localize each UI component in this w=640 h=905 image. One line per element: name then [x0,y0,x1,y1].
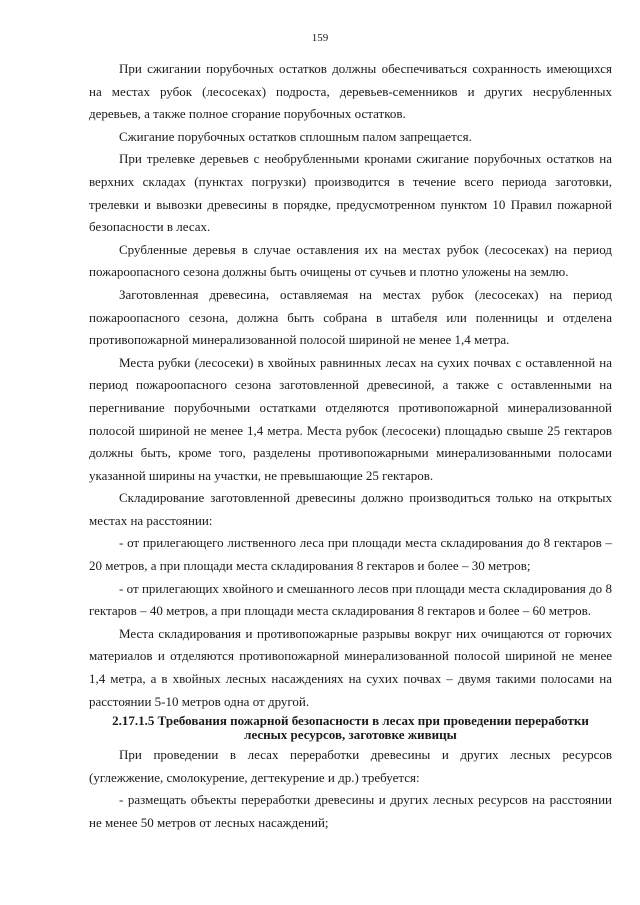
paragraph: Места складирования и противопожарные разрывы вокруг них очищаются от горючих материалов и отделяются противопожарной минерализованной полосой шириной не менее 1,4 метра, а в хвойных лесных насаждениях на сухих почвах – двумя такими полосами на расстоянии 5-10 метров одна от другой. [89,625,612,709]
paragraph: Срубленные деревья в случае оставления их на местах рубок (лесосеках) на период пожароопасного сезона должны быть очищены от сучьев и плотно уложены на землю. [89,241,612,280]
paragraph: При сжигании порубочных остатков должны обеспечиваться сохранность имеющихся на местах рубок (лесосеках) подроста, деревьев-семенников и других несрубленных деревьев, а также полное сгорание порубочных остатков. [89,61,612,122]
paragraph: Складирование заготовленной древесины должно производиться только на открытых местах на расстоянии: [89,490,612,528]
paragraph: При проведении в лесах переработки древесины и других лесных ресурсов (углежжение, смолокурение, дегтекурение и др.) требуется: [89,747,612,785]
list-item: - размещать объекты переработки древесины и других лесных ресурсов на расстоянии не менее 50 метров от лесных насаждений; [89,792,612,830]
list-item: - от прилегающего лиственного леса при площади места складирования до 8 гектаров – 20 метров, а при площади места складирования 8 гектаров и более – 30 метров; [89,535,612,574]
section-heading: 2.17.1.5 Требования пожарной безопасности в лесах при проведении переработки лесных ресурсов, заготовке живицы [112,713,589,743]
page-number: 159 [311,32,329,44]
paragraph: Места рубки (лесосеки) в хвойных равнинных лесах на сухих почвах с оставленной на период пожароопасного сезона заготовленной древесиной, а также с оставленными на перегнивание порубочными остатками отделяются противопожарной минерализованной полосой шириной не менее 1,4 метра. Места рубок (лесосеки) площадью свыше 25 гектаров должны быть, кроме того, разделены противопожарными минерализованными полосами указанной ширины на участки, не превышающие 25 гектаров. [89,354,612,483]
document-body [89,58,612,835]
list-item: - от прилегающих хвойного и смешанного лесов при площади места складирования до 8 гектаров – 40 метров, а при площади места складирования 8 гектаров и более – 60 метров. [89,580,612,619]
paragraph: Заготовленная древесина, оставляемая на местах рубок (лесосеках) на период пожароопасного сезона, должна быть собрана в штабеля или поленницы и отделена противопожарной минерализованной полосой шириной не менее 1,4 метра. [89,286,612,348]
paragraph: Сжигание порубочных остатков сплошным палом запрещается. [119,128,472,144]
paragraph: При трелевке деревьев с необрубленными кронами сжигание порубочных остатков на верхних складах (пунктах погрузки) производится в течение всего периода заготовки, трелевки и вывозки древесины в порядке, предусмотренном пунктом 10 Правил пожарной безопасности в лесах. [89,151,612,235]
